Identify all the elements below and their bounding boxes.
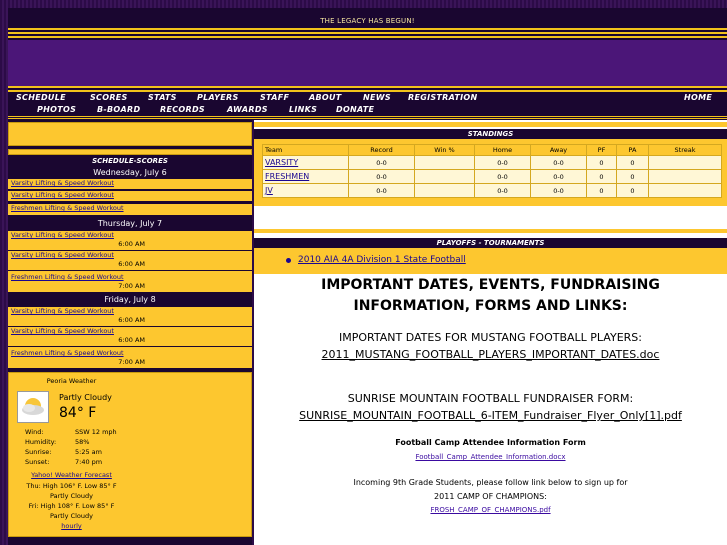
cell — [415, 170, 475, 184]
event-link[interactable]: Varsity Lifting & Speed Workout — [11, 179, 114, 187]
weather-humidity: Humidity: 58% — [25, 438, 90, 446]
main-nav — [8, 92, 727, 104]
list-item — [8, 307, 252, 327]
nav-photos[interactable]: PHOTOS — [37, 105, 77, 114]
event-link[interactable]: Varsity Lifting & Speed Workout — [11, 231, 114, 239]
fundraiser-title: SUNRISE MOUNTAIN FOOTBALL FUNDRAISER FORM: — [347, 392, 634, 405]
forecast-fri: Fri: High 108° F. Low 85° F — [28, 502, 115, 510]
event-link[interactable]: Freshmen Lifting & Speed Workout — [11, 204, 124, 212]
col-away: Away — [531, 145, 587, 156]
frosh-text-1: Incoming 9th Grade Students, please follow link below to sign up for — [353, 478, 628, 487]
cell: 0 — [617, 184, 649, 198]
forecast-fri-cond: Partly Cloudy — [50, 512, 93, 520]
event-time: 6:00 AM — [118, 240, 145, 248]
event-time: 6:00 AM — [118, 260, 145, 268]
standings-title: STANDINGS — [254, 129, 727, 139]
cell: 0 — [617, 170, 649, 184]
nav-news[interactable]: NEWS — [363, 93, 391, 102]
playoff-link[interactable]: 2010 AIA 4A Division 1 State Football — [298, 255, 466, 265]
table-row — [263, 156, 722, 170]
weather-wind: Wind: SSW 12 mph — [25, 428, 117, 436]
weather-widget — [8, 372, 252, 537]
frosh-text-2: 2011 CAMP OF CHAMPIONS: — [434, 492, 547, 501]
cell — [415, 184, 475, 198]
cell: 0-0 — [349, 184, 415, 198]
camp-title: Football Camp Attendee Information Form — [395, 438, 586, 447]
camp-doc-link[interactable]: Football_Camp_Attendee_Information.docx — [415, 453, 566, 461]
weather-title: Peoria Weather — [46, 377, 97, 385]
partly-cloudy-icon — [17, 391, 49, 423]
col-team: Team — [263, 145, 349, 156]
nav-schedule[interactable]: SCHEDULE — [16, 93, 66, 102]
sidebar-top-box — [8, 122, 252, 146]
weather-sunset: Sunset: 7:40 pm — [25, 458, 103, 466]
playoffs-panel — [254, 248, 727, 274]
nav-donate[interactable]: DONATE — [336, 105, 375, 114]
cell — [649, 170, 722, 184]
cell: 0-0 — [531, 184, 587, 198]
top-stripe — [254, 122, 727, 127]
left-sidebar — [8, 120, 252, 545]
event-time: 6:00 AM — [118, 316, 145, 324]
list-item — [8, 204, 252, 216]
bullet-icon — [286, 258, 291, 263]
top-banner — [8, 8, 727, 28]
event-link[interactable]: Varsity Lifting & Speed Workout — [11, 191, 114, 199]
day-header: Thursday, July 7 — [8, 217, 252, 230]
nav-links[interactable]: LINKS — [289, 105, 318, 114]
cell: 0 — [617, 156, 649, 170]
weather-condition: Partly Cloudy — [59, 393, 112, 402]
col-record: Record — [349, 145, 415, 156]
standings-table — [262, 144, 722, 198]
list-item — [8, 231, 252, 251]
nav-registration[interactable]: REGISTRATION — [408, 93, 478, 102]
content-heading-1: IMPORTANT DATES, EVENTS, FUNDRAISING — [321, 277, 660, 293]
frosh-pdf-link[interactable]: FROSH_CAMP_OF_CHAMPIONS.pdf — [430, 506, 551, 514]
table-row — [263, 170, 722, 184]
event-time: 7:00 AM — [118, 282, 145, 290]
list-item — [8, 347, 252, 369]
nav-about[interactable]: ABOUT — [309, 93, 342, 102]
event-link[interactable]: Freshmen Lifting & Speed Workout — [11, 273, 124, 281]
fundraiser-pdf-link[interactable]: SUNRISE_MOUNTAIN_FOOTBALL_6-ITEM_Fundraiser_Flyer_Only[1].pdf — [299, 409, 682, 422]
hourly-link[interactable]: hourly — [61, 522, 82, 530]
cell: 0 — [587, 156, 617, 170]
day-header: Friday, July 8 — [8, 293, 252, 306]
cell: 0-0 — [349, 170, 415, 184]
divider-stripe — [254, 229, 727, 233]
list-item — [8, 327, 252, 347]
sidebar-spacer — [8, 149, 252, 155]
col-win: Win % — [415, 145, 475, 156]
team-link[interactable]: VARSITY — [265, 158, 299, 167]
list-item — [8, 179, 252, 190]
list-item — [8, 191, 252, 202]
team-link[interactable]: FRESHMEN — [265, 172, 310, 181]
schedule-title: SCHEDULE-SCORES — [8, 156, 252, 166]
table-header-row — [263, 145, 722, 156]
nav-staff[interactable]: STAFF — [260, 93, 290, 102]
table-row — [263, 184, 722, 198]
cell — [415, 156, 475, 170]
playoffs-title: PLAYOFFS - TOURNAMENTS — [254, 238, 727, 248]
list-item — [8, 271, 252, 293]
col-pa: PA — [617, 145, 649, 156]
standings-panel — [254, 139, 727, 206]
weather-sunrise: Sunrise: 5:25 am — [25, 448, 102, 456]
day-header: Wednesday, July 6 — [8, 166, 252, 179]
cell: 0-0 — [531, 170, 587, 184]
forecast-thu: Thu: High 106° F. Low 85° F — [26, 482, 117, 490]
nav-awards[interactable]: AWARDS — [227, 105, 268, 114]
col-pf: PF — [587, 145, 617, 156]
nav-stats[interactable]: STATS — [148, 93, 177, 102]
cell — [649, 156, 722, 170]
weather-temp: 84° F — [59, 405, 97, 421]
team-link[interactable]: JV — [265, 186, 273, 195]
cell: 0 — [587, 184, 617, 198]
nav-records[interactable]: RECORDS — [160, 105, 205, 114]
cell: 0-0 — [349, 156, 415, 170]
cell — [649, 184, 722, 198]
dates-doc-link[interactable]: 2011_MUSTANG_FOOTBALL_PLAYERS_IMPORTANT_DATES.doc — [321, 348, 660, 361]
nav-bboard[interactable]: B-BOARD — [97, 105, 141, 114]
cell: 0-0 — [475, 170, 531, 184]
content-heading-2: INFORMATION, FORMS AND LINKS: — [353, 298, 628, 314]
col-streak: Streak — [649, 145, 722, 156]
cell: 0-0 — [531, 156, 587, 170]
event-link[interactable]: Varsity Lifting & Speed Workout — [11, 327, 114, 335]
nav-scores[interactable]: SCORES — [90, 93, 128, 102]
event-time: 7:00 AM — [118, 358, 145, 366]
cell: 0-0 — [475, 184, 531, 198]
main-content — [254, 120, 727, 545]
tagline: THE LEGACY HAS BEGUN! — [320, 17, 415, 25]
event-link[interactable]: Freshmen Lifting & Speed Workout — [11, 349, 124, 357]
header-stripes — [8, 28, 727, 40]
forecast-thu-cond: Partly Cloudy — [50, 492, 93, 500]
event-link[interactable]: Varsity Lifting & Speed Workout — [11, 307, 114, 315]
cell: 0-0 — [475, 156, 531, 170]
nav-players[interactable]: PLAYERS — [197, 93, 239, 102]
secondary-nav — [8, 104, 727, 116]
nav-home[interactable]: HOME — [684, 93, 713, 102]
col-home: Home — [475, 145, 531, 156]
event-link[interactable]: Varsity Lifting & Speed Workout — [11, 251, 114, 259]
list-item — [8, 251, 252, 271]
header-banner — [8, 40, 727, 86]
forecast-link[interactable]: Yahoo! Weather Forecast — [31, 471, 112, 479]
dates-title: IMPORTANT DATES FOR MUSTANG FOOTBALL PLAYERS: — [339, 331, 642, 344]
event-time: 6:00 AM — [118, 336, 145, 344]
cell: 0 — [587, 170, 617, 184]
